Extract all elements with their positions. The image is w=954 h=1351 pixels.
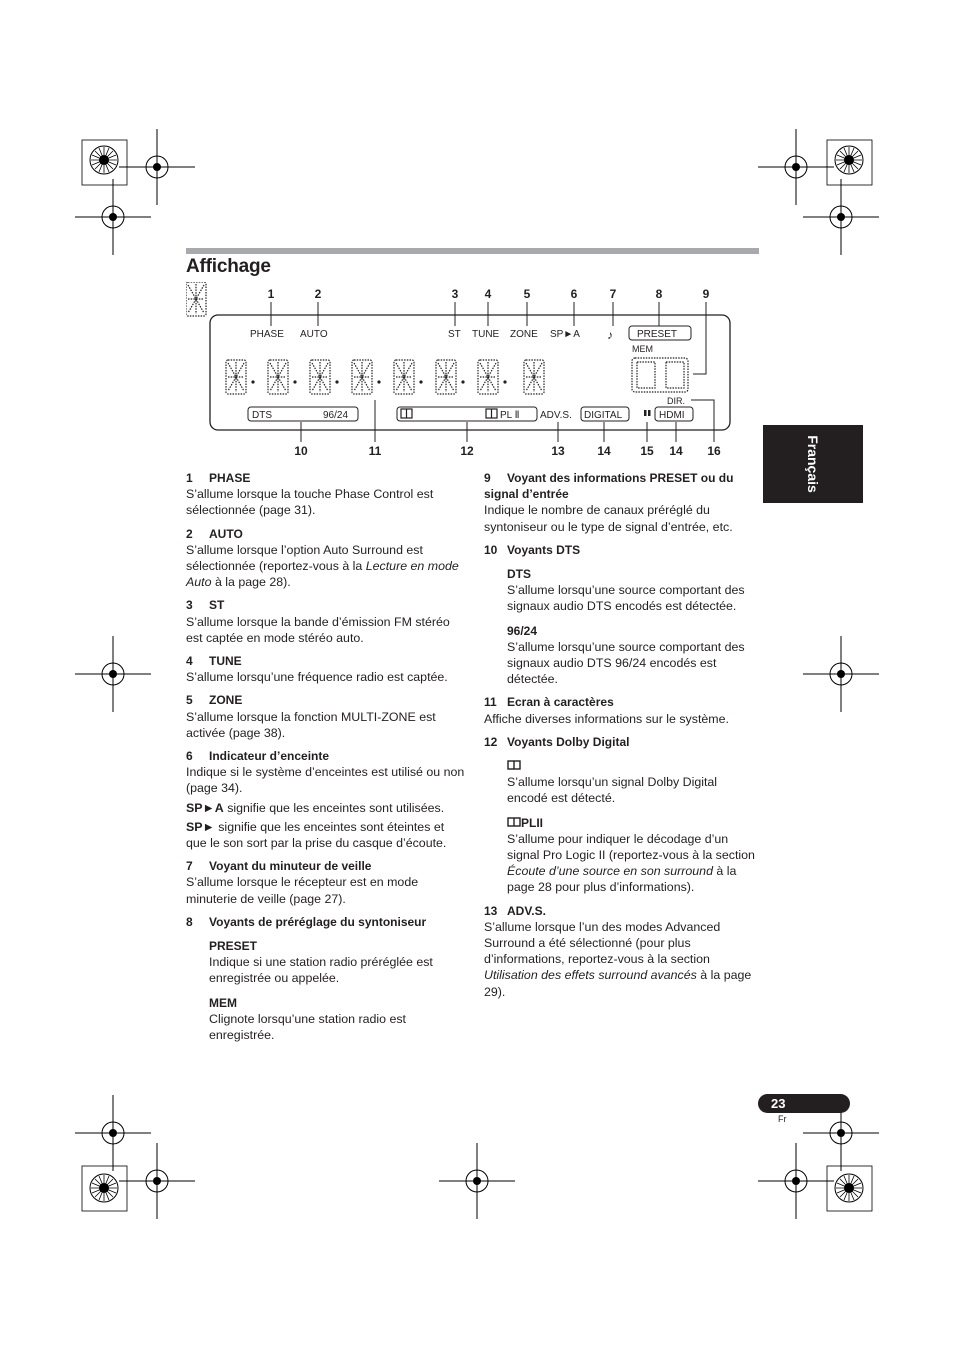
- registration-mark-icon: [803, 179, 879, 255]
- item-heading: 10 Voyants DTS: [484, 542, 581, 557]
- item-text: S’allume lorsque le récepteur est en mode minuterie de veille (page 27).: [186, 875, 419, 906]
- item-text: S’allume lorsqu’une fréquence radio est captée.: [186, 670, 448, 685]
- callout-7: 7: [609, 287, 617, 301]
- registration-mark-icon: [75, 1095, 151, 1171]
- sub-heading: 96/24: [507, 623, 538, 638]
- advs-label: ADV.S.: [540, 410, 572, 421]
- dolby-dd-icon: [507, 760, 521, 770]
- item-heading: 3 ST: [186, 598, 225, 613]
- digital-label: DIGITAL: [584, 410, 623, 421]
- registration-mark-icon: [119, 129, 195, 205]
- registration-mark-icon: [119, 1143, 195, 1219]
- item-text: Clignote lorsqu’une station radio est enregistrée.: [209, 1011, 406, 1043]
- dts-9624-label: 96/24: [323, 410, 349, 421]
- registration-mark-icon: [75, 179, 151, 255]
- item-heading: 11 Ecran à caractères: [484, 695, 614, 710]
- page-language: Fr: [778, 1114, 787, 1124]
- dts-label: DTS: [252, 410, 272, 421]
- callout-3: 3: [451, 287, 459, 301]
- left-column: [186, 470, 466, 1043]
- item-text: SP► signifie que les enceintes sont éteintes et que le son sort par la prise du casque d’écoute.: [186, 819, 447, 851]
- item-heading: 7 Voyant du minuteur de veille: [186, 859, 372, 874]
- dolby-dd-icon: [507, 817, 521, 827]
- item-text: S’allume lorsque l’option Auto Surround est sélectionnée (reportez-vous à la Lecture en mode Auto à la page 28).: [186, 542, 459, 590]
- item-text: S’allume lorsqu’un signal Dolby Digital encodé est détecté.: [507, 775, 718, 806]
- dolby-dd-icon: [401, 409, 497, 418]
- sub-heading: PLII: [484, 815, 759, 831]
- mem-label: MEM: [632, 344, 653, 354]
- registration-mark-icon: [758, 1143, 834, 1219]
- spa-label: SP►A: [550, 329, 580, 340]
- callout-10: 10: [294, 444, 308, 458]
- item-heading: 13 ADV.S.: [484, 903, 546, 918]
- item-heading: 4 TUNE: [186, 654, 242, 669]
- callout-1: 1: [267, 287, 275, 301]
- item-text: Affiche diverses informations sur le système.: [484, 711, 729, 726]
- title-rule: [186, 248, 759, 254]
- item-heading: 9 Voyant des informations PRESET ou du signal d’entrée: [484, 471, 734, 502]
- registration-mark-icon: [803, 636, 879, 712]
- item-heading: 1 PHASE: [186, 471, 251, 485]
- page-number: 23: [771, 1096, 786, 1111]
- zone-label: ZONE: [510, 329, 538, 340]
- pl2-label: PL Ⅱ: [500, 410, 520, 421]
- callout-9: 9: [702, 287, 710, 301]
- callout-13: 13: [551, 444, 565, 458]
- callout-2: 2: [314, 287, 322, 301]
- callout-4: 4: [484, 287, 492, 301]
- item-text: S’allume lorsque la touche Phase Control est sélectionnée (page 31).: [186, 487, 434, 518]
- callout-16: 16: [707, 444, 721, 458]
- auto-label: AUTO: [300, 329, 328, 340]
- preset-label: PRESET: [637, 329, 678, 340]
- item-heading: 6 Indicateur d’enceinte: [186, 749, 330, 764]
- item-heading: 8 Voyants de préréglage du syntoniseur: [186, 914, 427, 929]
- callout-12: 12: [460, 444, 474, 458]
- language-tab-label: Français: [805, 435, 821, 493]
- sub-heading: [484, 758, 759, 774]
- callout-14: 14: [597, 444, 611, 458]
- hdmi-label: HDMI: [659, 410, 685, 421]
- callout-6: 6: [570, 287, 578, 301]
- callout-15: 15: [640, 444, 654, 458]
- item-text: S’allume lorsque l’un des modes Advanced Surround a été sélectionné (pour plus d’informations, reportez-vous à la section Utilisation des effets surround avancés à la page 29).: [484, 919, 752, 999]
- dir-label: DIR.: [667, 396, 685, 406]
- st-label: ST: [448, 329, 461, 340]
- item-heading: 5 ZONE: [186, 693, 243, 708]
- sleep-icon: ♪: [607, 328, 613, 342]
- item-text: Indique le nombre de canaux préréglé du syntoniseur ou le type de signal d’entrée, etc.: [484, 503, 733, 534]
- language-tab: [763, 425, 863, 503]
- item-text: S’allume lorsqu’une source comportant des signaux audio DTS encodés est détectée.: [507, 583, 745, 614]
- item-text: S’allume lorsque la fonction MULTI-ZONE est activée (page 38).: [186, 709, 436, 740]
- callout-14b: 14: [669, 444, 683, 458]
- item-text: Indique si une station radio préréglée est enregistrée ou appelée.: [209, 955, 433, 986]
- item-text: S’allume pour indiquer le décodage d’un signal Pro Logic II (reportez-vous à la section Écoute d’une source en son surround à la page 28 pour plus d’informations).: [507, 831, 755, 895]
- item-text: S’allume lorsque la bande d’émission FM stéréo est captée en mode stéréo auto.: [186, 614, 450, 645]
- item-text: SP►A signifie que les enceintes sont utilisées.: [186, 800, 445, 815]
- item-text: Indique si le système d’enceintes est utilisé ou non (page 34).: [186, 765, 465, 796]
- registration-mark-icon: [75, 636, 151, 712]
- page-title: Affichage: [186, 256, 271, 277]
- tune-label: TUNE: [472, 329, 500, 340]
- item-heading: 2 AUTO: [186, 526, 243, 541]
- callout-11: 11: [368, 444, 382, 458]
- registration-mark-icon: [758, 129, 834, 205]
- registration-mark-icon: [439, 1143, 515, 1219]
- right-column: [484, 470, 759, 1000]
- sub-heading: DTS: [507, 567, 531, 582]
- phase-label: PHASE: [250, 329, 284, 340]
- callout-5: 5: [523, 287, 531, 301]
- sub-heading: MEM: [209, 995, 237, 1010]
- callout-8: 8: [655, 287, 663, 301]
- item-heading: 12 Voyants Dolby Digital: [484, 734, 630, 749]
- display-diagram: [186, 282, 746, 462]
- sub-heading: PRESET: [209, 939, 258, 954]
- item-text: S’allume lorsqu’une source comportant des signaux audio DTS 96/24 encodés est détectée.: [507, 639, 745, 687]
